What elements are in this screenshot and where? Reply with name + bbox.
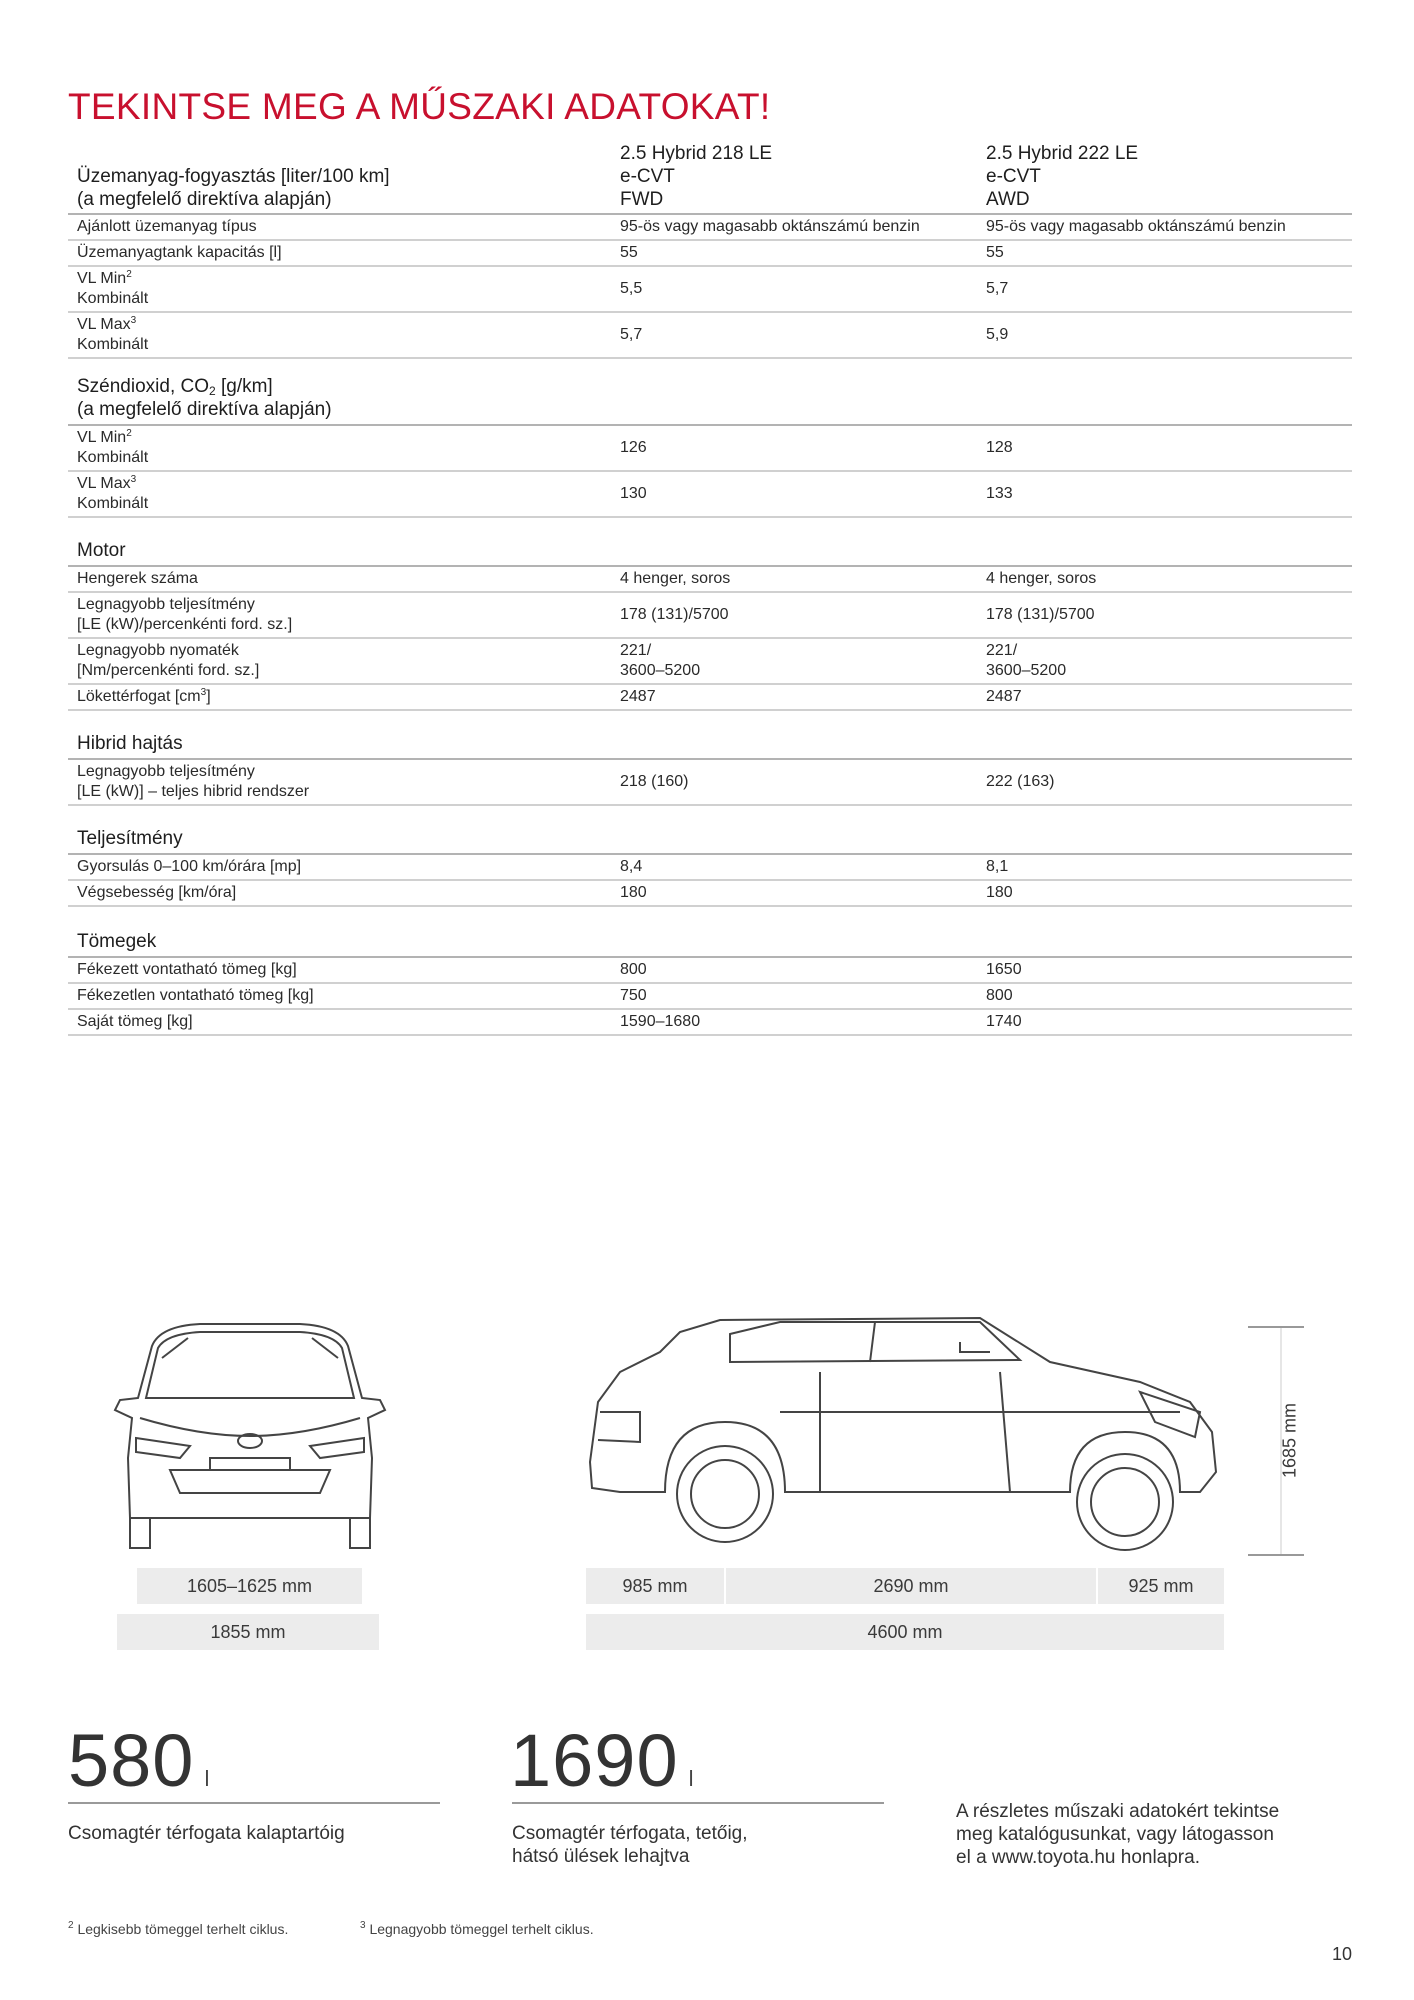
divider	[68, 1802, 440, 1804]
height-label: 1685 mm	[1279, 1402, 1300, 1479]
footnote-3: $^3$ Legnagyobb tömeggel terhelt ciklus.	[360, 1920, 594, 1937]
table-row: Gyorsulás 0–100 km/órára [mp] 8,4 8,1	[68, 855, 1352, 881]
cargo-caption-1: Csomagtér térfogata kalaptartóig	[68, 1823, 345, 1844]
car-front-view-drawing	[100, 1318, 400, 1568]
front-overhang-dimension: 985 mm	[586, 1568, 724, 1604]
table-row: Legnagyobb nyomaték [Nm/percenkénti ford. sz.] 221/ 3600–5200 221/ 3600–5200	[68, 639, 1352, 685]
footnote-2: $^2$ Legkisebb tömeggel terhelt ciklus.	[68, 1920, 289, 1937]
width-dimension: 1855 mm	[117, 1614, 379, 1650]
fuel-heading-sub: (a megfelelő direktíva alapján)	[77, 189, 332, 210]
cargo-volume-2: 1690 l	[510, 1719, 695, 1802]
spec-table	[68, 142, 1352, 1036]
length-dimension: 4600 mm	[586, 1614, 1224, 1650]
table-row: Fékezett vontatható tömeg [kg] 800 1650	[68, 958, 1352, 984]
table-row: VL Min$^2$ Kombinált 126 128	[68, 426, 1352, 472]
column-header-awd: 2.5 Hybrid 222 LE e-CVT AWD	[986, 143, 1139, 210]
table-row: Hengerek száma 4 henger, soros 4 henger, soros	[68, 567, 1352, 593]
track-dimension: 1605–1625 mm	[137, 1568, 362, 1604]
table-row: Legnagyobb teljesítmény [LE (kW)] – teljes hibrid rendszer 218 (160) 222 (163)	[68, 760, 1352, 806]
masses-section-heading: Tömegek	[68, 907, 1352, 958]
table-row: Lökettérfogat $[cm^3]$ 2487 2487	[68, 685, 1352, 711]
column-header-fwd: 2.5 Hybrid 218 LE e-CVT FWD	[620, 143, 773, 210]
page-number: 10	[1331, 1944, 1352, 1964]
cargo-volume-1: 580 l	[68, 1719, 211, 1802]
info-text: A részletes műszaki adatokért tekintse meg katalógusunkat, vagy látogasson el a www.toyota.hu honlapra.	[956, 1801, 1280, 1868]
table-row: Üzemanyagtank kapacitás [l] 55 55	[68, 241, 1352, 267]
table-row: Fékezetlen vontatható tömeg [kg] 750 800	[68, 984, 1352, 1010]
height-tick-bottom	[1248, 1554, 1304, 1556]
fuel-heading: Üzemanyag-fogyasztás [liter/100 km]	[77, 166, 390, 187]
table-row: VL Max$^3$ Kombinált 5,7 5,9	[68, 313, 1352, 359]
table-row: Ajánlott üzemanyag típus 95-ös vagy magasabb oktánszámú benzin 95-ös vagy magasabb oktánszámú benzin	[68, 215, 1352, 241]
cargo-caption-2: Csomagtér térfogata, tetőig, hátsó ülések lehajtva	[512, 1823, 748, 1867]
table-row: VL Max$^3$ Kombinált 130 133	[68, 472, 1352, 518]
car-side-view-drawing	[580, 1312, 1230, 1572]
wheelbase-dimension: 2690 mm	[726, 1568, 1096, 1604]
height-tick-top	[1248, 1326, 1304, 1328]
divider	[512, 1802, 884, 1804]
page-title: TEKINTSE MEG A MŰSZAKI ADATOKAT!	[68, 86, 771, 127]
fuel-header	[68, 142, 1352, 215]
motor-section-heading: Motor	[68, 518, 1352, 567]
rear-overhang-dimension: 925 mm	[1098, 1568, 1224, 1604]
table-row: VL Min$^2$ Kombinált 5,5 5,7	[68, 267, 1352, 313]
performance-section-heading: Teljesítmény	[68, 806, 1352, 855]
table-row: Saját tömeg [kg] 1590–1680 1740	[68, 1010, 1352, 1036]
table-row: Végsebesség [km/óra] 180 180	[68, 881, 1352, 907]
table-row: Legnagyobb teljesítmény [LE (kW)/percenkénti ford. sz.] 178 (131)/5700 178 (131)/5700	[68, 593, 1352, 639]
hybrid-section-heading: Hibrid hajtás	[68, 711, 1352, 760]
co2-section-heading: Széndioxid, $CO_2$ [g/km] (a megfelelő direktíva alapján)	[68, 359, 1352, 426]
